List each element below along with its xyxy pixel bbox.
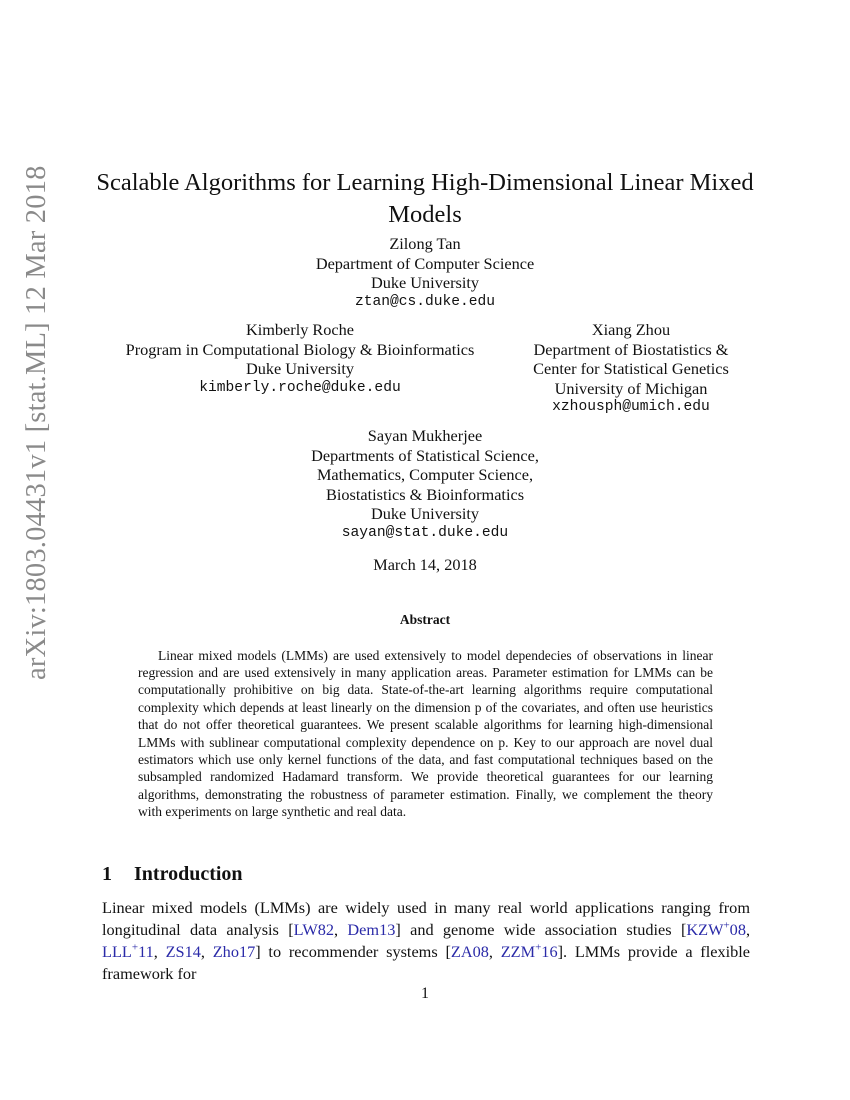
intro-text: Linear mixed models (LMMs) are widely used in many real world applications ranging from longitudinal data analysis [ — [102, 898, 750, 940]
intro-text: , — [200, 941, 213, 961]
citation-sup: + — [131, 941, 139, 954]
author-block — [250, 426, 600, 544]
author-affiliation: Department of Computer Science — [315, 253, 535, 273]
author-affiliation: Biostatistics & Bioinformatics — [325, 484, 525, 504]
intro-text: , — [488, 941, 501, 961]
intro-text: , — [745, 920, 751, 940]
author-email: kimberly.roche@duke.edu — [199, 379, 401, 396]
paper-title: Scalable Algorithms for Learning High-Dimensional Linear Mixed Models — [96, 169, 754, 229]
citation-link[interactable]: ZS14 — [165, 941, 201, 961]
citation-text: KZW — [686, 920, 724, 940]
arxiv-stamp: arXiv:1803.04431v1 [stat.ML] 12 Mar 2018 — [21, 165, 52, 680]
author-email: sayan@stat.duke.edu — [341, 524, 509, 541]
citation-sup: + — [723, 919, 730, 932]
citation-text: LLL — [102, 941, 132, 961]
citation-link[interactable] — [686, 920, 746, 939]
citation-link[interactable]: LW82 — [293, 920, 335, 940]
citation-link[interactable]: Zho17 — [212, 941, 256, 961]
citation-link[interactable]: Dem13 — [347, 920, 396, 940]
author-block — [515, 320, 747, 418]
author-affiliation: Department of Biostatistics & — [533, 339, 729, 359]
author-email: ztan@cs.duke.edu — [354, 293, 496, 310]
citation-text: 16 — [541, 941, 558, 961]
citation-link[interactable]: ZA08 — [450, 941, 489, 961]
author-block — [250, 234, 600, 312]
citation-link[interactable] — [102, 942, 154, 961]
citation-sup: + — [535, 941, 542, 954]
abstract-heading: Abstract — [399, 612, 451, 627]
citation-text: 08 — [729, 920, 746, 940]
author-affiliation: Mathematics, Computer Science, — [316, 465, 534, 485]
author-affiliation: Duke University — [245, 359, 355, 379]
author-name: Kimberly Roche — [245, 320, 355, 339]
page-number: 1 — [421, 985, 429, 1002]
author-block — [100, 320, 500, 398]
citation-link[interactable] — [501, 942, 558, 961]
intro-text: , — [153, 941, 166, 961]
section-title: Introduction — [134, 862, 243, 885]
paper-date: March 14, 2018 — [373, 555, 477, 574]
abstract-text: Linear mixed models (LMMs) are used extensively to model dependecies of observations in linear regression and are used extensively in many application areas. Parameter estimation for LMMs can be computationally prohibitive on big data. State-of-the-art learning algorithms require computational complexity which depends at least linearly on the dimension p of the covariates, and often use heuristics that do not offer theoretical guarantees. We present scalable algorithms for learning high-dimensional LMMs with sublinear computational complexity dependence on p. Key to our approach are novel dual estimators which use only kernel functions of the data, and fast computational techniques based on the subsampled randomized Hadamard transform. We provide theoretical guarantees for our learning algorithms, demonstrating the robustness of parameter estimation. Finally, we complement the theory with experiments on large synthetic and real data. — [138, 647, 713, 820]
author-affiliation: Duke University — [370, 273, 480, 293]
author-affiliation: Departments of Statistical Science, — [311, 445, 539, 465]
author-affiliation: Center for Statistical Genetics — [533, 359, 729, 379]
citation-text: 11 — [138, 941, 154, 961]
intro-text: ] to recommender systems [ — [255, 941, 451, 961]
author-email: xzhousph@umich.edu — [552, 399, 710, 416]
author-affiliation: Program in Computational Biology & Bioinformatics — [125, 339, 475, 359]
section-heading — [102, 863, 243, 886]
section-number: 1 — [102, 862, 112, 885]
intro-text: ] and genome wide association studies [ — [395, 920, 687, 940]
intro-text: , — [334, 920, 348, 940]
author-affiliation: University of Michigan — [554, 378, 708, 398]
intro-paragraph — [102, 897, 750, 984]
citation-text: ZZM — [500, 941, 536, 961]
author-name: Sayan Mukherjee — [367, 426, 483, 445]
author-name: Xiang Zhou — [591, 320, 671, 339]
author-name: Zilong Tan — [389, 234, 461, 253]
author-affiliation: Duke University — [370, 504, 480, 524]
intro-text: ]. LMMs provide a flexible framework for — [102, 941, 751, 983]
